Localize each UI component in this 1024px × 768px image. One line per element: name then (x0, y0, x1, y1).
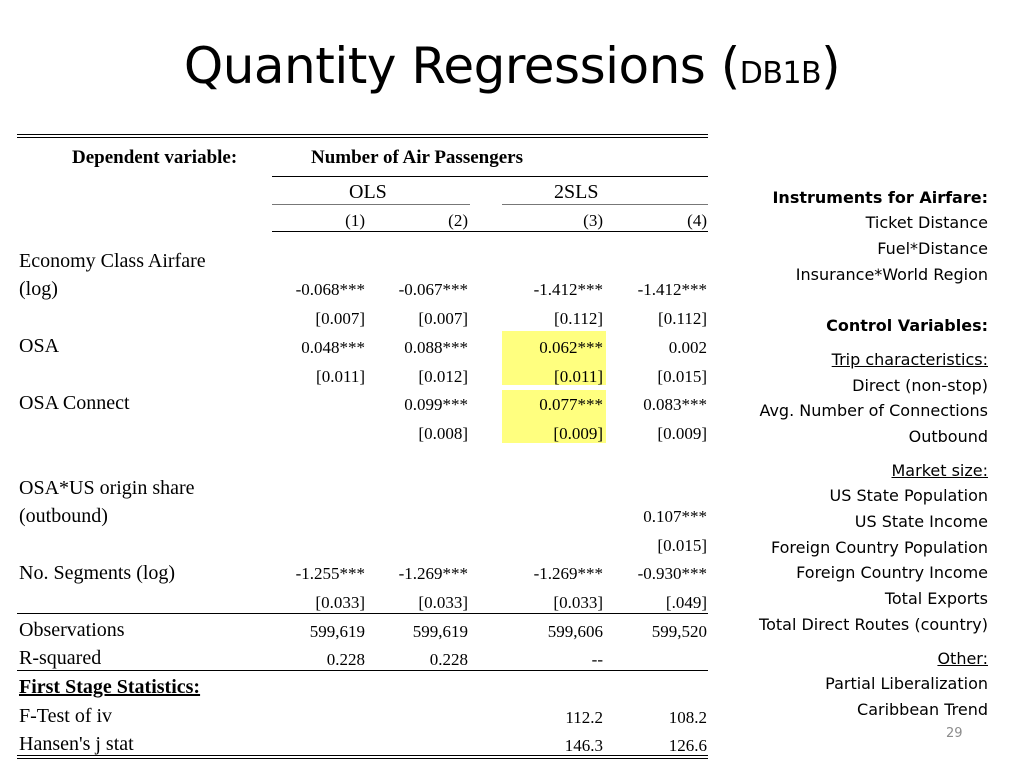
airfare-se-4: [0.112] (658, 309, 707, 328)
rsq-3: -- (591, 650, 603, 669)
rsq-1: 0.228 (326, 650, 365, 669)
top-double-rule-2 (17, 137, 708, 138)
row-label-airfare: Economy Class Airfare (19, 250, 206, 272)
osa-se-4: [0.015] (657, 367, 707, 386)
osa-coef-3: 0.062*** (539, 338, 603, 357)
segments-coef-2: -1.269*** (398, 564, 468, 583)
col-header-3: (3) (583, 211, 603, 230)
airfare-coef-2: -0.067*** (398, 280, 468, 299)
other-1: Partial Liberalization (825, 674, 988, 693)
col-header-rule (272, 231, 708, 232)
osa-coef-4: 0.002 (668, 338, 707, 357)
osa-us-coef-4: 0.107*** (643, 507, 707, 526)
market-5: Total Exports (884, 589, 988, 608)
title-sub: DB1B (739, 56, 822, 91)
osa-us-se-4: [0.015] (657, 536, 707, 555)
market-1: US State Population (829, 486, 988, 505)
instrument-3: Insurance*World Region (795, 265, 988, 284)
hansen-4: 126.6 (668, 736, 707, 755)
row-label-observations: Observations (19, 619, 125, 641)
market-title: Market size: (891, 461, 988, 480)
airfare-coef-1: -0.068*** (295, 280, 365, 299)
row-label-hansen: Hansen's j stat (19, 733, 134, 755)
row-label-osa: OSA (19, 335, 60, 357)
segments-se-3: [0.033] (553, 593, 603, 612)
2sls-underline (502, 204, 708, 205)
ftest-4: 108.2 (668, 708, 707, 727)
hansen-3: 146.3 (564, 736, 603, 755)
osa-se-2: [0.012] (418, 367, 468, 386)
segments-se-1: [0.033] (315, 593, 365, 612)
body-end-rule (17, 613, 708, 614)
obs-1: 599,619 (309, 622, 365, 641)
bottom-double-rule-2 (17, 758, 708, 759)
osa-connect-se-4: [0.009] (657, 424, 707, 443)
market-4: Foreign Country Income (796, 563, 988, 582)
segments-se-2: [0.033] (418, 593, 468, 612)
title-close: ) (821, 37, 841, 95)
row-label-rsquared: R-squared (19, 647, 102, 669)
top-double-rule-1 (17, 134, 708, 135)
row-label-osa-connect: OSA Connect (19, 392, 130, 414)
row-label-airfare-2: (log) (19, 278, 58, 300)
segments-coef-1: -1.255*** (295, 564, 365, 583)
other-2: Caribbean Trend (857, 700, 988, 719)
row-label-osa-us-2: (outbound) (19, 505, 108, 527)
col-header-4: (4) (687, 211, 707, 230)
osa-connect-se-2: [0.008] (418, 424, 468, 443)
osa-connect-coef-4: 0.083*** (643, 395, 707, 414)
market-3: Foreign Country Population (770, 538, 988, 557)
dep-var-value: Number of Air Passengers (311, 147, 523, 168)
trip-3: Outbound (908, 427, 988, 446)
airfare-se-2: [0.007] (418, 309, 468, 328)
ols-underline (272, 204, 470, 205)
page-number: 29 (946, 726, 963, 741)
airfare-coef-4: -1.412*** (637, 280, 707, 299)
obs-3: 599,606 (547, 622, 603, 641)
header-rule (272, 176, 708, 177)
segments-coef-3: -1.269*** (533, 564, 603, 583)
rsq-2: 0.228 (429, 650, 468, 669)
osa-coef-1: 0.048*** (301, 338, 365, 357)
row-label-segments: No. Segments (log) (19, 562, 176, 584)
osa-se-3: [0.011] (554, 367, 603, 386)
stats-end-rule (17, 670, 708, 671)
first-stage-heading: First Stage Statistics: (19, 676, 201, 698)
other-title: Other: (937, 649, 988, 668)
col-header-1: (1) (345, 211, 365, 230)
instrument-1: Ticket Distance (865, 213, 988, 232)
market-6: Total Direct Routes (country) (759, 615, 988, 634)
airfare-se-3: [0.112] (554, 309, 603, 328)
obs-2: 599,619 (412, 622, 468, 641)
osa-connect-coef-3: 0.077*** (539, 395, 603, 414)
row-label-osa-us: OSA*US origin share (19, 477, 195, 499)
instruments-title: Instruments for Airfare: (772, 188, 988, 207)
trip-1: Direct (non-stop) (852, 376, 988, 395)
group-2sls: 2SLS (554, 181, 599, 203)
controls-title: Control Variables: (826, 316, 988, 335)
slide-title (0, 30, 1024, 110)
airfare-coef-3: -1.412*** (533, 280, 603, 299)
ftest-3: 112.2 (565, 708, 603, 727)
instrument-2: Fuel*Distance (877, 239, 988, 258)
trip-2: Avg. Number of Connections (759, 401, 988, 420)
osa-connect-se-3: [0.009] (553, 424, 603, 443)
segments-se-4: [.049] (665, 593, 707, 612)
market-2: US State Income (854, 512, 988, 531)
trip-title: Trip characteristics: (831, 350, 988, 369)
obs-4: 599,520 (651, 622, 707, 641)
segments-coef-4: -0.930*** (637, 564, 707, 583)
col-header-2: (2) (448, 211, 468, 230)
osa-connect-coef-2: 0.099*** (404, 395, 468, 414)
dep-var-label: Dependent variable: (72, 147, 238, 168)
title-main: Quantity Regressions ( (183, 37, 740, 95)
airfare-se-1: [0.007] (315, 309, 365, 328)
group-ols: OLS (349, 181, 387, 203)
osa-coef-2: 0.088*** (404, 338, 468, 357)
row-label-ftest: F-Test of iv (19, 705, 113, 727)
osa-se-1: [0.011] (316, 367, 365, 386)
